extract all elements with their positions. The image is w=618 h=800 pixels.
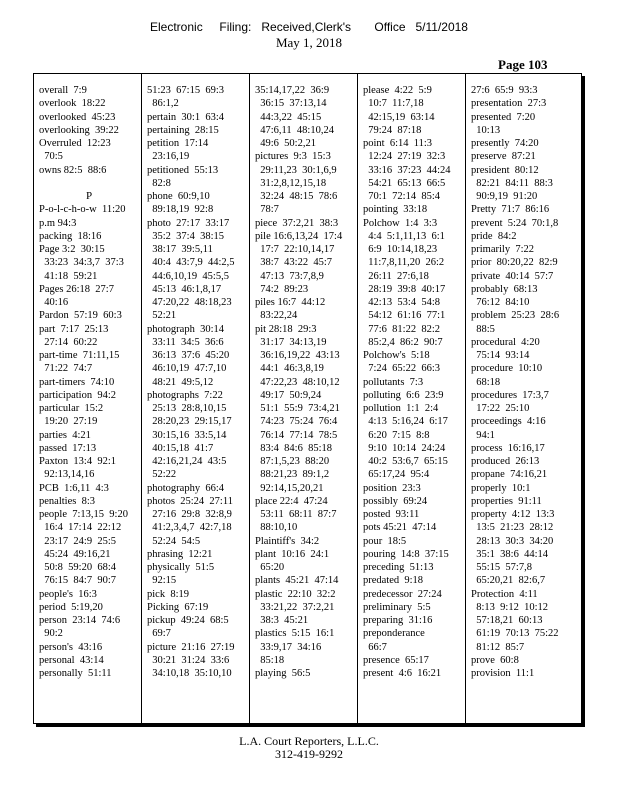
index-entry: physically 51:5 (147, 562, 215, 573)
index-entry: 92:13,14,16 (39, 469, 95, 481)
index-entry: private 40:14 57:7 (471, 270, 554, 282)
index-entry: properties 91:11 (471, 495, 542, 507)
index-entry: produced 26:13 (471, 456, 540, 467)
index-entry: 88:10,10 (255, 522, 298, 534)
index-entry: 25:13 28:8,10,15 (147, 403, 227, 414)
index-entry: PCB 1:6,11 4:3 (39, 482, 109, 494)
index-entry: 16:4 17:14 22:12 (39, 522, 122, 534)
index-entry: predated 9:18 (363, 575, 424, 587)
index-entry: 38:7 43:22 45:7 (255, 257, 333, 269)
index-entry: 17:7 22:10,14,17 (255, 244, 335, 255)
index-entry: present 4:6 16:21 (363, 668, 442, 679)
index-entry: Pardon 57:19 60:3 (39, 310, 122, 322)
index-entry: 70:1 72:14 85:4 (363, 191, 441, 202)
index-entry: 44:6,10,19 45:5,5 (147, 270, 229, 282)
index-entry: 57:18,21 60:13 (471, 615, 543, 626)
index-entry: pollution 1:1 2:4 (363, 403, 439, 414)
index-entry: packing 18:16 (39, 230, 102, 242)
index-entry: pictures 9:3 15:3 (255, 151, 331, 163)
index-entry: 6:9 10:14,18,23 (363, 244, 438, 255)
index-entry: procedures 17:3,7 (471, 389, 549, 401)
index-entry: parties 4:21 (39, 429, 91, 441)
index-entry: pick 8:19 (147, 588, 189, 600)
index-column-1 (39, 84, 139, 680)
index-entry: 7:24 65:22 66:3 (363, 363, 441, 375)
index-entry: 85:18 (255, 654, 285, 666)
index-entry: Protection 4:11 (471, 588, 538, 600)
index-entry: presently 74:20 (471, 138, 539, 149)
index-entry: preserve 87:21 (471, 151, 536, 163)
index-entry: 10:7 11:7,18 (363, 98, 424, 110)
index-entry: 89:18,19 92:8 (147, 204, 214, 216)
column-divider (465, 74, 466, 723)
index-entry: owns 82:5 88:6 (39, 164, 107, 176)
index-entry: 77:6 81:22 82:2 (363, 323, 441, 335)
index-entry: 49:17 50:9,24 (255, 389, 322, 401)
index-entry: 51:1 55:9 73:4,21 (255, 403, 340, 414)
index-entry: 11:7,8,11,20 26:2 (363, 257, 445, 269)
index-entry: 40:4 43:7,9 44:2,5 (147, 257, 235, 269)
index-entry: 45:24 49:16,21 (39, 548, 111, 560)
index-entry: proceedings 4:16 (471, 416, 546, 428)
index-entry: 54:21 65:13 66:5 (363, 177, 446, 189)
index-entry: penalties 8:3 (39, 495, 95, 507)
index-entry: 4:13 5:16,24 6:17 (363, 416, 448, 428)
index-entry: Plaintiff's 34:2 (255, 535, 320, 547)
index-entry: pouring 14:8 37:15 (363, 548, 449, 560)
index-entry: prior 80:20,22 82:9 (471, 257, 558, 269)
index-entry: 9:10 10:14 24:24 (363, 442, 446, 454)
index-entry: passed 17:13 (39, 442, 97, 454)
index-entry: 12:24 27:19 32:3 (363, 151, 446, 163)
index-entry: primarily 7:22 (471, 244, 534, 255)
index-column-3 (255, 84, 355, 680)
index-entry: posted 93:11 (363, 509, 420, 520)
index-entry: Pretty 71:7 86:16 (471, 204, 550, 216)
index-entry: procedure 10:10 (471, 363, 543, 375)
index-entry: 33:23 34:3,7 37:3 (39, 257, 124, 269)
index-entry: 38:3 45:21 (255, 615, 309, 626)
index-entry: 26:11 27:6,18 (363, 270, 429, 282)
index-entry: 33:11 34:5 36:6 (147, 336, 224, 348)
index-entry: 30:15,16 33:5,14 (147, 429, 227, 441)
index-entry: photography 66:4 (147, 482, 224, 494)
index-entry: Paxton 13:4 92:1 (39, 456, 117, 467)
index-entry: Overruled 12:23 (39, 138, 111, 149)
index-entry: 61:19 70:13 75:22 (471, 628, 559, 640)
index-entry: 55:15 57:7,8 (471, 562, 532, 573)
index-entry: part-timers 74:10 (39, 376, 115, 388)
index-entry: pickup 49:24 68:5 (147, 615, 229, 626)
index-entry: preceding 51:13 (363, 562, 434, 573)
index-entry: please 4:22 5:9 (363, 85, 432, 96)
index-entry: prove 60:8 (471, 654, 519, 666)
index-entry: 33:9,17 34:16 (255, 641, 322, 653)
index-entry: plastic 22:10 32:2 (255, 588, 336, 600)
index-entry: 45:13 46:1,8,17 (147, 283, 222, 295)
index-entry: 85:2,4 86:2 90:7 (363, 336, 443, 348)
index-entry: 79:24 87:18 (363, 124, 422, 136)
index-entry: overlook 18:22 (39, 98, 106, 110)
index-entry: 30:21 31:24 33:6 (147, 654, 230, 666)
index-entry: 35:1 38:6 44:14 (471, 548, 549, 560)
index-entry: piles 16:7 44:12 (255, 297, 326, 308)
index-entry: people's 16:3 (39, 588, 97, 600)
index-entry: photographs 7:22 (147, 389, 223, 401)
index-entry: petitioned 55:13 (147, 164, 219, 176)
index-entry: photo 27:17 33:17 (147, 217, 230, 229)
column-divider (249, 74, 250, 723)
index-entry: 34:10,18 35:10,10 (147, 668, 232, 679)
index-entry: point 6:14 11:3 (363, 138, 433, 149)
index-entry: overall 7:9 (39, 85, 87, 96)
index-entry: polluting 6:6 23:9 (363, 389, 444, 401)
index-entry: plants 45:21 47:14 (255, 575, 339, 587)
index-entry: procedural 4:20 (471, 336, 540, 348)
index-entry: 50:8 59:20 68:4 (39, 562, 117, 573)
index-entry: 31:17 34:13,19 (255, 336, 327, 348)
index-entry: phrasing 12:21 (147, 548, 213, 560)
index-entry: part 7:17 25:13 (39, 323, 109, 335)
index-entry: 36:13 37:6 45:20 (147, 350, 230, 361)
index-entry: 87:1,5,23 88:20 (255, 456, 330, 467)
index-entry: properly 10:1 (471, 482, 531, 494)
index-entry: plastics 5:15 16:1 (255, 628, 335, 640)
index-entry: 33:16 37:23 44:24 (363, 164, 451, 176)
index-entry: people 7:13,15 9:20 (39, 509, 128, 520)
index-entry: personally 51:11 (39, 668, 112, 679)
index-entry: 4:4 5:1,11,13 6:1 (363, 230, 445, 242)
index-entry: pride 84:2 (471, 230, 517, 242)
index-entry: pertaining 28:15 (147, 124, 219, 136)
index-entry: president 80:12 (471, 164, 539, 176)
index-entry: 44:3,22 45:15 (255, 111, 322, 123)
index-entry: 27:6 65:9 93:3 (471, 85, 538, 96)
index-entry: 35:14,17,22 36:9 (255, 85, 330, 96)
index-entry: predecessor 27:24 (363, 588, 442, 600)
index-entry: 42:15,19 63:14 (363, 111, 435, 123)
index-entry: 47:6,11 48:10,24 (255, 124, 334, 136)
index-entry: 52:24 54:5 (147, 535, 201, 547)
index-entry: problem 25:23 28:6 (471, 310, 560, 322)
index-entry: 10:13 (471, 124, 501, 136)
index-entry: 88:21,23 89:1,2 (255, 469, 330, 481)
index-entry: presence 65:17 (363, 654, 429, 666)
index-entry: 36:15 37:13,14 (255, 98, 327, 110)
index-column-4 (363, 84, 463, 680)
index-entry: 92:15 (147, 575, 177, 587)
index-entry: 90:2 (39, 628, 63, 640)
index-entry: 86:1,2 (147, 98, 179, 110)
index-entry: 29:11,23 30:1,6,9 (255, 164, 337, 176)
index-entry: plant 10:16 24:1 (255, 548, 330, 560)
index-entry: 69:7 (147, 628, 171, 640)
filing-stamp: Electronic Filing: Received,Clerk's Office 5/11/2018 (150, 20, 468, 34)
page-number: Page 103 (498, 57, 548, 72)
index-entry: provision 11:1 (471, 668, 535, 679)
index-entry: 47:20,22 48:18,23 (147, 297, 232, 308)
index-entry: personal 43:14 (39, 654, 104, 666)
index-entry: preparing 31:16 (363, 615, 433, 626)
index-entry: 28:13 30:3 34:20 (471, 535, 554, 547)
index-entry: 52:21 (147, 310, 177, 322)
reporter-phone: 312-419-9292 (275, 747, 343, 761)
index-entry: person 23:14 74:6 (39, 615, 121, 626)
index-entry: p.m 94:3 (39, 217, 77, 229)
index-entry: playing 56:5 (255, 668, 311, 679)
index-entry: 41:2,3,4,7 42:7,18 (147, 522, 232, 534)
index-entry: preliminary 5:5 (363, 601, 431, 613)
index-entry: 33:21,22 37:2,21 (255, 601, 335, 613)
index-entry: 54:12 61:16 77:1 (363, 310, 446, 322)
index-entry: 40:15,18 41:7 (147, 442, 214, 454)
index-entry: 49:6 50:2,21 (255, 138, 316, 149)
index-entry: 19:20 27:19 (39, 416, 98, 428)
index-entry: 35:2 37:4 38:15 (147, 230, 225, 242)
section-letter: P (85, 190, 93, 202)
index-column-5 (471, 84, 571, 680)
index-entry: pots 45:21 47:14 (363, 522, 437, 534)
index-entry: participation 94:2 (39, 389, 116, 401)
index-entry: 38:17 39:5,11 (147, 244, 213, 255)
index-entry: P-o-l-c-h-o-w 11:20 (39, 204, 126, 216)
index-entry: 76:14 77:14 78:5 (255, 429, 338, 441)
index-entry: 47:13 73:7,8,9 (255, 270, 324, 282)
index-entry: 46:10,19 47:7,10 (147, 363, 227, 375)
index-entry: 68:18 (471, 376, 501, 388)
blank-line (39, 177, 139, 190)
index-entry: 8:13 9:12 10:12 (471, 601, 549, 613)
index-entry: presentation 27:3 (471, 98, 547, 110)
index-entry: 51:23 67:15 69:3 (147, 85, 225, 96)
column-divider (141, 74, 142, 723)
index-entry: 40:2 53:6,7 65:15 (363, 456, 448, 467)
column-divider (357, 74, 358, 723)
index-entry: 6:20 7:15 8:8 (363, 429, 430, 441)
index-entry: 66:7 (363, 641, 387, 653)
index-entry: preponderance (363, 628, 425, 640)
index-entry: 70:5 (39, 151, 63, 163)
index-entry: 76:15 84:7 90:7 (39, 575, 117, 587)
index-entry: 28:20,23 29:15,17 (147, 416, 232, 428)
index-entry: process 16:16,17 (471, 442, 545, 454)
index-entry: picture 21:16 27:19 (147, 641, 235, 653)
index-entry: Pages 26:18 27:7 (39, 283, 114, 295)
index-entry: pointing 33:18 (363, 204, 428, 216)
index-entry: 17:22 25:10 (471, 403, 530, 414)
index-entry: part-time 71:11,15 (39, 350, 120, 361)
index-entry: 65:17,24 95:4 (363, 469, 430, 481)
index-entry: 27:16 29:8 32:8,9 (147, 509, 232, 520)
index-entry: propane 74:16,21 (471, 469, 548, 481)
index-entry: overlooked 45:23 (39, 111, 116, 123)
index-entry: 31:2,8,12,15,18 (255, 177, 327, 189)
index-entry: 83:4 84:6 85:18 (255, 442, 333, 454)
index-entry: 42:16,21,24 43:5 (147, 456, 227, 467)
index-entry: 48:21 49:5,12 (147, 376, 214, 388)
index-entry: place 22:4 47:24 (255, 495, 328, 507)
index-entry: petition 17:14 (147, 138, 209, 149)
index-entry: 76:12 84:10 (471, 297, 530, 308)
index-entry: 47:22,23 48:10,12 (255, 376, 340, 388)
index-entry: particular 15:2 (39, 403, 104, 414)
index-entry: 41:18 59:21 (39, 270, 98, 282)
index-entry: prevent 5:24 70:1,8 (471, 217, 559, 229)
index-entry: Polchow 1:4 3:3 (363, 217, 438, 229)
index-entry: 23:17 24:9 25:5 (39, 535, 117, 547)
index-entry: 78:7 (255, 204, 279, 216)
index-entry: position 23:3 (363, 482, 421, 494)
index-entry: 75:14 93:14 (471, 350, 530, 361)
index-entry: person's 43:16 (39, 641, 103, 653)
index-entry: 71:22 74:7 (39, 363, 93, 375)
index-entry: 13:5 21:23 28:12 (471, 522, 554, 534)
index-entry: possibly 69:24 (363, 495, 428, 507)
index-entry: property 4:12 13:3 (471, 509, 555, 520)
index-entry: probably 68:13 (471, 283, 538, 295)
index-entry: 40:16 (39, 297, 69, 308)
index-entry: 27:14 60:22 (39, 336, 98, 348)
index-entry: overlooking 39:22 (39, 124, 119, 136)
index-entry: 28:19 39:8 40:17 (363, 283, 446, 295)
index-entry: photos 25:24 27:11 (147, 495, 233, 507)
index-entry: 53:11 68:11 87:7 (255, 509, 337, 520)
index-entry: photograph 30:14 (147, 323, 224, 335)
index-entry: pertain 30:1 63:4 (147, 111, 224, 123)
index-entry: 82:8 (147, 177, 171, 189)
index-entry: 32:24 48:15 78:6 (255, 191, 338, 202)
index-entry: 83:22,24 (255, 310, 298, 322)
index-entry: pit 28:18 29:3 (255, 323, 317, 335)
index-entry: 65:20 (255, 562, 285, 573)
index-entry: 23:16,19 (147, 151, 190, 163)
index-entry: 94:1 (471, 429, 495, 441)
index-entry: 90:9,19 91:20 (471, 191, 538, 202)
index-entry: period 5:19,20 (39, 601, 103, 613)
index-entry: 74:2 89:23 (255, 283, 309, 295)
index-entry: 81:12 85:7 (471, 641, 525, 653)
filing-date: May 1, 2018 (275, 35, 343, 50)
index-box (33, 73, 582, 724)
index-entry: 42:13 53:4 54:8 (363, 297, 441, 308)
index-entry: 52:22 (147, 469, 177, 481)
index-entry: 44:1 46:3,8,19 (255, 363, 324, 375)
footer (0, 735, 618, 761)
index-entry: piece 37:2,21 38:3 (255, 217, 339, 229)
index-column-2 (147, 84, 247, 680)
index-entry: 36:16,19,22 43:13 (255, 350, 340, 361)
index-entry: Polchow's 5:18 (363, 350, 430, 361)
index-entry: Picking 67:19 (147, 601, 209, 613)
filing-header (0, 20, 618, 50)
index-entry: 82:21 84:11 88:3 (471, 177, 553, 189)
index-entry: phone 60:9,10 (147, 191, 210, 202)
index-entry: pollutants 7:3 (363, 376, 424, 388)
reporter-name: L.A. Court Reporters, L.L.C. (239, 734, 379, 748)
index-entry: presented 7:20 (471, 111, 536, 123)
index-entry: 92:14,15,20,21 (255, 482, 324, 494)
index-entry: Page 3:2 30:15 (39, 244, 105, 255)
index-entry: 74:23 75:24 76:4 (255, 416, 338, 428)
index-entry: pile 16:6,13,24 17:4 (255, 230, 343, 242)
index-entry: 65:20,21 82:6,7 (471, 575, 546, 587)
index-entry: pour 18:5 (363, 535, 407, 547)
index-entry: 88:5 (471, 323, 495, 335)
